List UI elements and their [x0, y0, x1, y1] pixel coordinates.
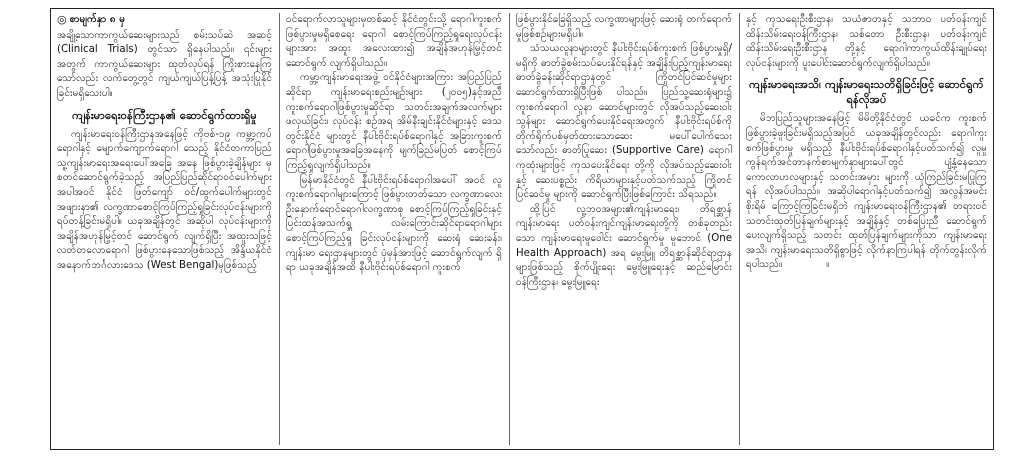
section-heading-ministry: ကျန်းမာရေးဝန်ကြီးဌာန၏ ဆောင်ရွက်ထားရှိမှု: [72, 107, 257, 122]
paragraph: ထို့ပြင် လူ့ဘဝအများ၏ကျန်းမာရေး၊ တိရစ္ဆာန် ကျန်းမာရေး ပတ်ဝန်းကျင်ကျန်းမာရေးတို့ကို တစ်ခုတည်းသော ကျန်းမာရေးမူဝေါင်း ဆောင်ရွက်မှု မူဘောင် (One Health Approach) အရ မွေးမြူ တိရစ္ဆာန်ဆိုင်ရာဌာနများဖြစ်သည့် စိုက်ပျိုးရေး မွေးမြူရေးနှင့် ဆည်မြောင်းဝန်ကြီးဌာန၊ မွေးမြူရေး: [516, 203, 732, 288]
article-column-1: [51, 13, 278, 445]
paragraph: [746, 112, 987, 273]
paragraph: ဝင်ရောက်လာသူများမှတစ်ဆင့် နိုင်ငံတွင်းသို့ ရောဂါကူးစက်ဖြစ်ပွားမှုမရှိစေရေး ရောဂါ စောင့်ကြပ်ကြည့်ရှုရေးလုပ်ငန်းများအား အထူး အလေးထား၍ အချိန်အဟုန်မြှင့်တင် ဆောင်ရွက် လျက်ရှိပါသည်။: [286, 14, 502, 69]
continued-from-text: စာမျက်နှာ ၈ မှ: [69, 14, 126, 25]
paragraph: ဖြစ်ပွားနိုင်ခြေရှိသည့် လက္ခဏာများဖြင့် ဆေးရုံ တက်ရောက်မှုဖြစ်စဉ်များမရှိပါ။: [516, 14, 732, 40]
paragraph: ကျန်းမာရေးဝန်ကြီးဌာနအနေဖြင့် ကိုဗစ်-၁၉ ကမ္ဘာ့ကပ်ရောဂါနှင့် မျောက်ကျောက်ရောဂါ သေည့် နိုင်ငံတကာပြည်သူ့ကျန်းမာရေးအရေးပေါ်အခြေ အနေ ဖြစ်ပွားခဲ့ချိန်များ မှ စတင်ဆောင်ရွက်ခဲ့သည့် အပြည်ပြည်ဆိုင်ရာဝင်ပေါက်များအပါအဝင် နိုင်ငံ ဖြတ်ကျော် ဝင်/ထွက်ပေါက်များတွင် အဖျားနာ၏ လက္ခဏာစောင့်ကြပ်ကြည့်ရှုခြင်းလုပ်ငန်းများကို ရပ်တန့်ခြင်းမရှိပါ။ ယခုအချိန်တွင် အဆိုပါ လုပ်ငန်းများကို အချိန်အဟုန်မြှင့်တင် ဆောင်ရွက် လျက်ရှိပြီး အထူးသဖြင့် လတ်တလောရောဂါ ဖြစ်ပွားနေသောဖြစ်သည့် အိန္ဒိယနိုင်ငံ အနောက်ဘင်္ဂလားဒေသ (West Bengal)မှဖြစ်သည့်: [57, 128, 272, 271]
article-column-2: [280, 13, 508, 445]
paragraph-text: မိဘပြည်သူများအနေဖြင့် မိမိတို့နိုင်ငံတွင် ယခင်က ကူးစက်ဖြစ်ပွားခဲ့ဖူးခြင်းမရှိသည့်အပြင် ယခုအချိန်တွင်လည်း ရောဂါကူးစက်ဖြစ်ပွားမှု မရှိသည့် နီပါးဗိုင်းရပ်စ်ရောဂါနှင့်ပတ်သက်၍ လူမှုကွန်ရက်အင်တာနက်စာမျက်နှာများပေါ်တွင် ပျံ့နှံ့နေသော ကောလာဟလများနှင့် သတင်းအမှား များကို ယုံကြည်ခြင်းမပြုကြရန် လိုအပ်ပါသည်။ အဆိုပါရောဂါနှင့်ပတ်သက်၍ အလွန်အမင်း စိုးရိမ် ကြောင့်ကြခြင်းမရှိဘဲ ကျန်းမာရေးဝန်ကြီးဌာန၏ တရားဝင် သတင်းထုတ်ပြန်ချက်များနှင့် အချိန်နှင့် တစ်ပြေးညီ ဆောင်ရွက်ပေးလျက်ရှိသည့် သတင်း ထုတ်ပြန်ချက်များကိုသာ ကျန်းမာရေးအသိ၊ ကျန်းမာရေးသတိရှိစွာဖြင့် လိုက်နာကြပါရန် တိုက်တွန်းလိုက်ရပါသည်။: [746, 113, 987, 271]
paragraph: နှင့် ကုသရေးဦးစီးဌာန၊ သယံဇာတနှင့် သဘာဝ ပတ်ဝန်းကျင်ထိန်းသိမ်းရေးဝန်ကြီးဌာန၊ သစ်တော ဦးစီးဌာန၊ ပတ်ဝန်းကျင်ထိန်းသိမ်းရေးဦးစီးဌာန တို့နှင့် ရောဂါကာကွယ်ထိန်းချုပ်ရေးလုပ်ငန်းများကို ပူးပေါင်းဆောင်ရွက်လျက်ရှိပါသည်။: [746, 14, 987, 69]
continued-from-label: [57, 13, 272, 28]
article-column-3: [510, 13, 738, 445]
circle-bullet-icon: ◎: [57, 13, 67, 26]
article-column-4: [740, 13, 993, 445]
paragraph: ကမ္ဘာ့ကျန်းမာရေးအဖွဲ့ ဝင်နိုင်ငံများအကြား အပြည်ပြည်ဆိုင်ရာ ကျန်းမာရေးစည်းမျဉ်းများ (၂၀၀၅)နှင့်အညီ ကူးစက်ရောဂါဖြစ်ပွားမှုဆိုင်ရာ သတင်းအချက်အလက်များ ဖလှယ်ခြင်း၊ လုပ်ငန်း စဉ်အရ အိမ်နီးချင်းနိုင်ငံများနှင့် ဒေသတွင်းနိုင်ငံ များတွင် နီပါးဗိုင်းရပ်စ်ရောဂါနှင့် အခြားကူးစက် ရောဂါဖြစ်ပွားမှုအခြေအနေကို မျက်ခြည်မပြတ် စောင့်ကြပ်ကြည့်ရှုလျက်ရှိပါသည်။: [286, 72, 502, 171]
section-heading-awareness: ကျန်းမာရေးအသိ၊ ကျန်းမာရေးသတိရှိခြင်းဖြင့် ဆောင်ရွက်ရန်လိုအပ်: [749, 77, 984, 107]
paragraph: မြန်မာနိုင်ငံတွင် နီပါးဗိုင်းရပ်စ်ရောဂါအပေါ် အဝင် လူကူးစက်ရောဂါများကြောင့် ဖြစ်ပွားတတ်သော လက္ခဏာလေး ဦးနှောက်ရောင်ရောဂါလက္ခဏာစု စောင့်ကြပ်ကြည့်ရှုခြင်းနှင့် ပြင်းထန်အသက်ရှူ လမ်းကြောင်းဆိုင်ရာရောဂါများ စောင့်ကြပ်ကြည့်ရှု ခြင်းလုပ်ငန်းများကို ဆေးရုံ ဆေးခန်း၊ ကျန်းမာ ရေးဌာနများတွင် ပုံမှန်အားဖြင့် ဆောင်ရွက်လျက် ရှိရာ ယခုအချိန်အထိ နီပါးဗိုင်းရပ်စ်ရောဂါ ကူးစက်: [286, 174, 502, 274]
paragraph: အချို့သောကာကွယ်ဆေးများသည် စမ်းသပ်ဆဲ အဆင့် (Clinical Trials) တွင်သာ ရှိနေပါသည်။ ၎င်းများအတွက် ကာကွယ်ဆေးများ ထုတ်လုပ်ရန် ကြိုးစားနေကြသော်လည်း လက်တွေ့တွင် ကျယ်ကျယ်ပြန့်ပြန့် အသုံးပြုနိုင်ခြင်းမရှိသေးပါ။: [57, 29, 272, 99]
paragraph: သံသယလူနာများတွင် နီပါးဗိုင်းရပ်စ်ကူးစက် ဖြစ်ပွားမှုရှိ/မရှိကို ဓာတ်ခွဲစမ်းသပ်ပေးနိုင်ရန်နှင့် အချိန်းပြည့်ကျန်းမာရေး ဓာတ်ခွဲခန်းဆိုင်ရာဌာနတွင် ကြိုတင်ပြင်ဆင်မှုများ ဆောင်ရွက်ထားရှိပြီးဖြစ် ပါသည်။ ပြည်သူ့ဆေးရုံများ၌ ကူးစက်ရောဂါ လူနာ ဆောင်များတွင် လိုအပ်သည့်ဆေးဝါးသွန်များ ဆောင်ရွက်ပေးနိုင်ရေးအတွက် နီပါးဗိုင်းရပ်စ်ကို တိုက်ရိုက်ပစ်မှတ်ထားသောဆေး မပေါ်ပေါက်သေး သော်လည်း ဓာတ်ပြုဆေး (Supportive Care) ရောဂါကုထုံးများဖြင့် ကုသပေးနိုင်ရေး တို့ကို လိုအပ်သည့်ဆေးဝါးနှင့် ဆေးပစ္စည်း ကိရိယာများနှင့်ပတ်သက်သည့် ကြိုတင်ပြင်ဆင်မှု များကို ဆောင်ရွက်ပြီးဖြစ်ကြောင်း သိရသည်။: [516, 43, 732, 201]
newspaper-page: [50, 8, 994, 450]
end-mark: ။: [826, 259, 830, 271]
